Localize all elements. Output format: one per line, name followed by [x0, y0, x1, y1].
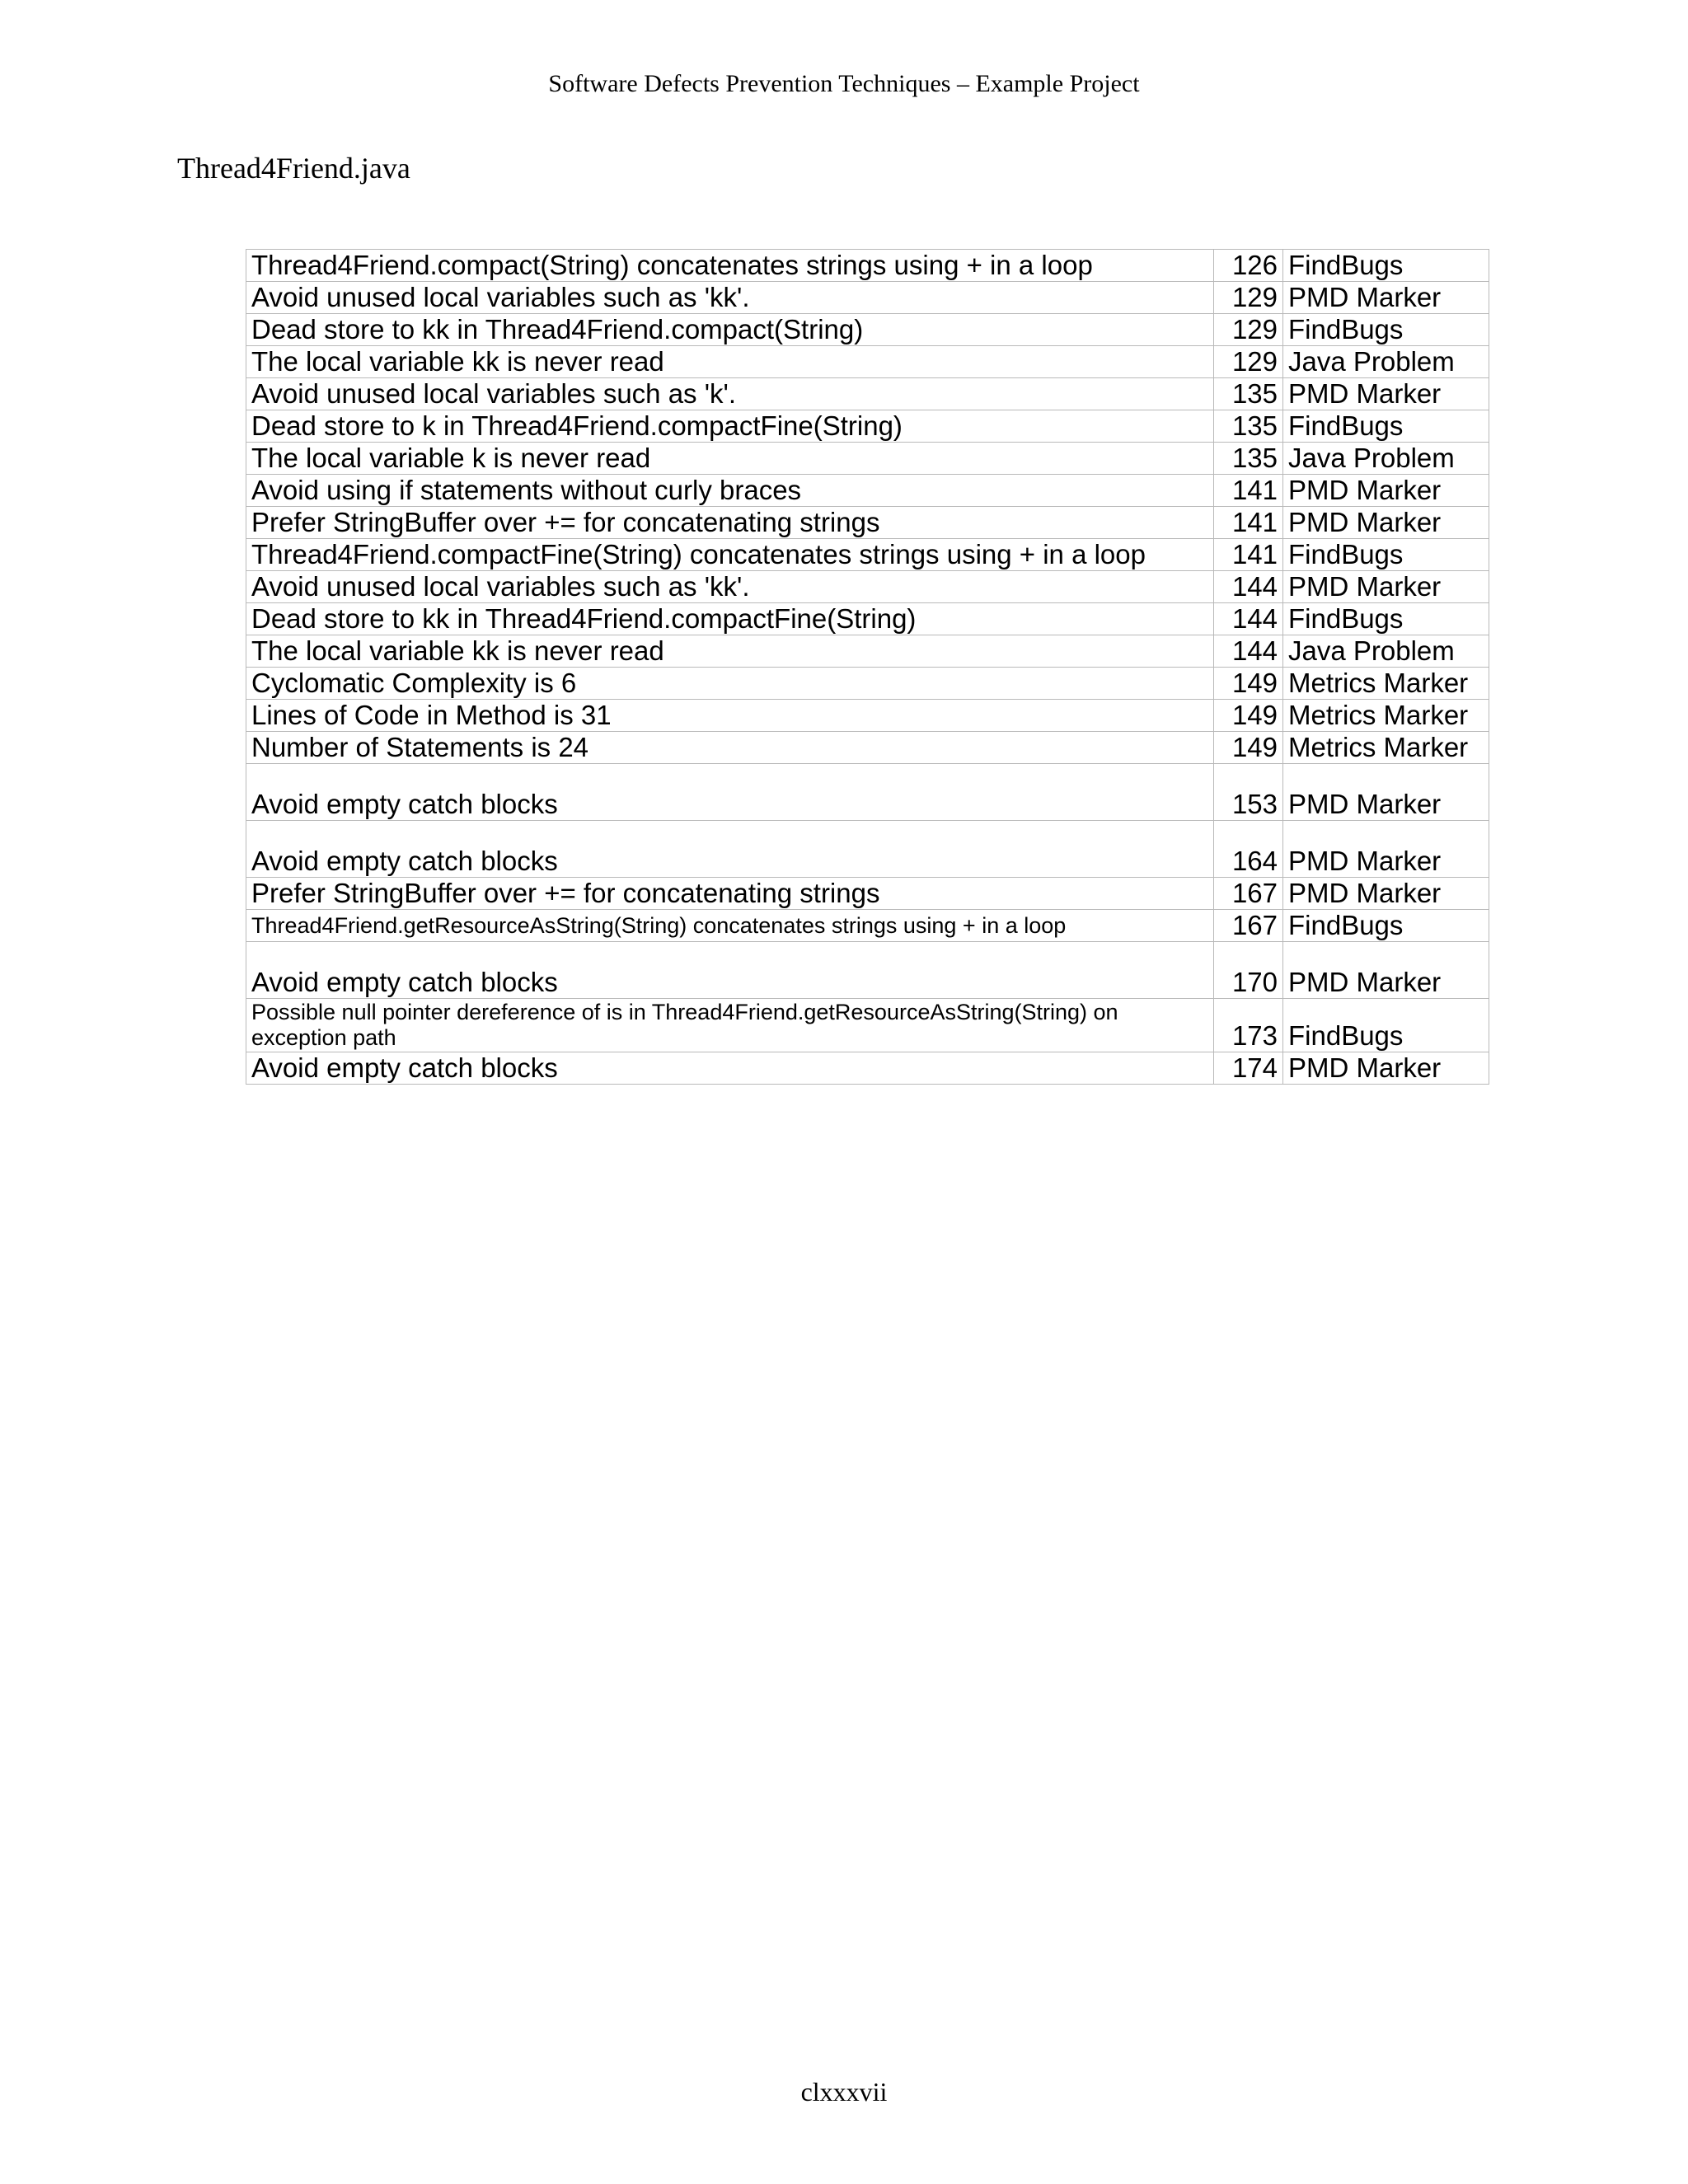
table-row	[246, 378, 1489, 410]
issue-message: Dead store to kk in Thread4Friend.compactFine(String)	[246, 603, 1214, 635]
table-row	[246, 942, 1489, 999]
table-row	[246, 878, 1489, 910]
issue-line: 153	[1214, 764, 1283, 821]
issue-message: Lines of Code in Method is 31	[246, 700, 1214, 732]
issue-message: Avoid unused local variables such as 'kk'.	[246, 282, 1214, 314]
table-row	[246, 410, 1489, 443]
issue-line: 135	[1214, 410, 1283, 443]
table-row	[246, 571, 1489, 603]
issue-line: 135	[1214, 378, 1283, 410]
issue-message: The local variable kk is never read	[246, 346, 1214, 378]
issue-message: Avoid empty catch blocks	[246, 821, 1214, 878]
issue-line: 129	[1214, 346, 1283, 378]
issue-type: FindBugs	[1283, 603, 1489, 635]
table-row	[246, 1052, 1489, 1085]
table-row	[246, 282, 1489, 314]
issue-message: Prefer StringBuffer over += for concatenating strings	[246, 507, 1214, 539]
issue-type: FindBugs	[1283, 539, 1489, 571]
table-row	[246, 346, 1489, 378]
issue-message: Avoid unused local variables such as 'k'.	[246, 378, 1214, 410]
issue-type: PMD Marker	[1283, 571, 1489, 603]
issue-type: PMD Marker	[1283, 942, 1489, 999]
issue-type: FindBugs	[1283, 410, 1489, 443]
issue-type: PMD Marker	[1283, 378, 1489, 410]
issue-line: 126	[1214, 250, 1283, 282]
issue-type: Metrics Marker	[1283, 668, 1489, 700]
issues-table	[246, 249, 1489, 1085]
issue-message: Prefer StringBuffer over += for concatenating strings	[246, 878, 1214, 910]
table-row	[246, 603, 1489, 635]
issue-line: 144	[1214, 635, 1283, 668]
issue-line: 167	[1214, 878, 1283, 910]
table-row	[246, 910, 1489, 942]
issue-type: PMD Marker	[1283, 878, 1489, 910]
table-row	[246, 999, 1489, 1052]
table-row	[246, 700, 1489, 732]
issue-message: Number of Statements is 24	[246, 732, 1214, 764]
issue-type: FindBugs	[1283, 250, 1489, 282]
issue-line: 170	[1214, 942, 1283, 999]
issue-type: Metrics Marker	[1283, 732, 1489, 764]
issue-message: Thread4Friend.getResourceAsString(String) concatenates strings using + in a loop	[246, 910, 1214, 942]
table-row	[246, 668, 1489, 700]
issue-line: 135	[1214, 443, 1283, 475]
issue-line: 149	[1214, 700, 1283, 732]
table-row	[246, 475, 1489, 507]
issue-message: Avoid using if statements without curly braces	[246, 475, 1214, 507]
file-title: Thread4Friend.java	[177, 152, 410, 185]
issue-line: 149	[1214, 668, 1283, 700]
issue-message: Possible null pointer dereference of is in Thread4Friend.getResourceAsString(String) on exception path	[246, 999, 1214, 1052]
table-row	[246, 764, 1489, 821]
issue-type: Java Problem	[1283, 635, 1489, 668]
issue-type: FindBugs	[1283, 910, 1489, 942]
issue-line: 173	[1214, 999, 1283, 1052]
issue-message: Thread4Friend.compactFine(String) concatenates strings using + in a loop	[246, 539, 1214, 571]
issue-message: Avoid empty catch blocks	[246, 1052, 1214, 1085]
issue-type: PMD Marker	[1283, 475, 1489, 507]
table-row	[246, 732, 1489, 764]
issue-message: Avoid empty catch blocks	[246, 942, 1214, 999]
issue-line: 167	[1214, 910, 1283, 942]
issue-type: PMD Marker	[1283, 821, 1489, 878]
issue-type: Java Problem	[1283, 443, 1489, 475]
table-row	[246, 539, 1489, 571]
issue-type: Java Problem	[1283, 346, 1489, 378]
issue-type: Metrics Marker	[1283, 700, 1489, 732]
issue-message: Dead store to kk in Thread4Friend.compact(String)	[246, 314, 1214, 346]
page-number: clxxxvii	[800, 2077, 888, 2107]
issue-message: Avoid unused local variables such as 'kk'.	[246, 571, 1214, 603]
table-row	[246, 635, 1489, 668]
issue-type: PMD Marker	[1283, 1052, 1489, 1085]
table-row	[246, 250, 1489, 282]
issue-line: 129	[1214, 314, 1283, 346]
issue-type: PMD Marker	[1283, 507, 1489, 539]
issue-line: 174	[1214, 1052, 1283, 1085]
issue-line: 149	[1214, 732, 1283, 764]
issue-message: Avoid empty catch blocks	[246, 764, 1214, 821]
issue-message: Cyclomatic Complexity is 6	[246, 668, 1214, 700]
issue-message: The local variable k is never read	[246, 443, 1214, 475]
issue-line: 141	[1214, 507, 1283, 539]
table-row	[246, 507, 1489, 539]
issue-type: FindBugs	[1283, 999, 1489, 1052]
table-row	[246, 821, 1489, 878]
issue-type: FindBugs	[1283, 314, 1489, 346]
table-row	[246, 443, 1489, 475]
issue-message: Thread4Friend.compact(String) concatenates strings using + in a loop	[246, 250, 1214, 282]
issue-line: 144	[1214, 571, 1283, 603]
issue-line: 164	[1214, 821, 1283, 878]
issue-type: PMD Marker	[1283, 764, 1489, 821]
issue-line: 141	[1214, 539, 1283, 571]
issue-type: PMD Marker	[1283, 282, 1489, 314]
issue-message: Dead store to k in Thread4Friend.compactFine(String)	[246, 410, 1214, 443]
issue-line: 144	[1214, 603, 1283, 635]
issue-line: 141	[1214, 475, 1283, 507]
running-header: Software Defects Prevention Techniques – Example Project	[548, 70, 1140, 97]
issue-line: 129	[1214, 282, 1283, 314]
table-row	[246, 314, 1489, 346]
issue-message: The local variable kk is never read	[246, 635, 1214, 668]
